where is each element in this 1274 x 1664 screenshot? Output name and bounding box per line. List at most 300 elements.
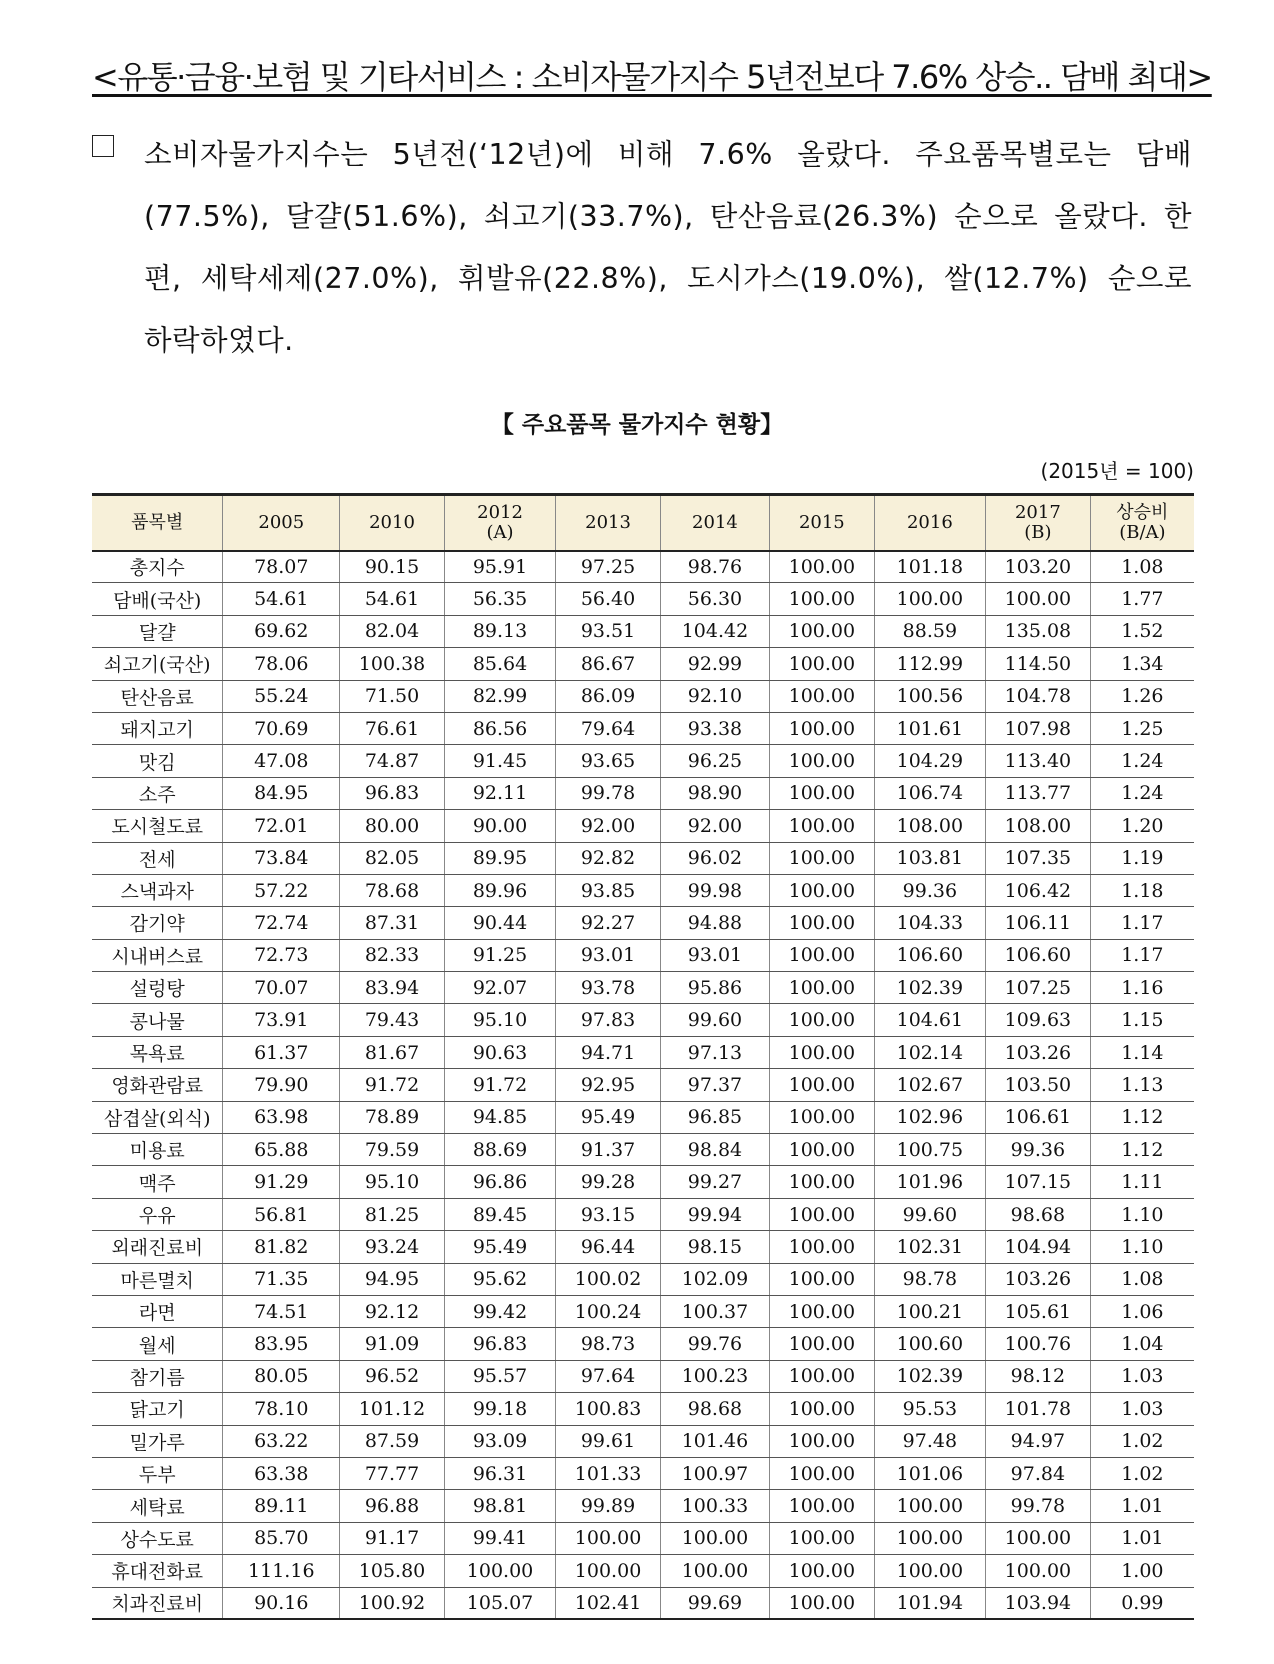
checkbox-bullet-icon: [92, 135, 114, 157]
table-row: [92, 907, 1194, 939]
index-value-cell: 92.95: [556, 1069, 661, 1101]
index-value-cell: 81.25: [340, 1198, 445, 1230]
index-value-cell: 82.05: [340, 842, 445, 874]
index-value-cell: 100.00: [770, 1198, 875, 1230]
index-value-cell: 96.52: [340, 1360, 445, 1392]
index-value-cell: 1.15: [1090, 1004, 1194, 1036]
index-value-cell: 96.25: [660, 745, 769, 777]
index-value-cell: 105.07: [444, 1587, 555, 1619]
index-value-cell: 94.88: [660, 907, 769, 939]
index-value-cell: 1.24: [1090, 777, 1194, 809]
index-value-cell: 1.12: [1090, 1134, 1194, 1166]
item-name-cell: 설렁탕: [92, 972, 223, 1004]
column-header: [556, 495, 661, 551]
index-value-cell: 101.33: [556, 1457, 661, 1489]
index-value-cell: 97.48: [874, 1425, 985, 1457]
index-value-cell: 99.28: [556, 1166, 661, 1198]
table-caption: 【 주요품목 물가지수 현황】: [490, 412, 784, 438]
index-value-cell: 103.50: [986, 1069, 1091, 1101]
index-value-cell: 98.15: [660, 1231, 769, 1263]
index-value-cell: 100.00: [874, 1555, 985, 1587]
index-value-cell: 79.64: [556, 712, 661, 744]
summary-text: 소비자물가지수는 5년전(‘12년)에 비해 7.6% 올랐다. 주요품목별로는 담배(77.5%), 달걀(51.6%), 쇠고기(33.7%), 탄산음료(26.3%) 순으로 올랐다. 한편, 세탁세제(27.0%), 휘발유(22.8%), 도시가스(19.0%), 쌀(12.7%) 순으로 하락하였다.: [144, 138, 1192, 357]
table-row: [92, 842, 1194, 874]
index-value-cell: 99.18: [444, 1393, 555, 1425]
index-value-cell: 104.61: [874, 1004, 985, 1036]
index-value-cell: 100.33: [660, 1490, 769, 1522]
index-value-cell: 72.74: [223, 907, 340, 939]
index-value-cell: 1.13: [1090, 1069, 1194, 1101]
index-value-cell: 78.07: [223, 551, 340, 583]
table-row: [92, 1069, 1194, 1101]
index-value-cell: 106.11: [986, 907, 1091, 939]
item-name-cell: 마른멸치: [92, 1263, 223, 1295]
index-value-cell: 135.08: [986, 615, 1091, 647]
index-value-cell: 1.25: [1090, 712, 1194, 744]
index-value-cell: 100.00: [770, 583, 875, 615]
table-row: [92, 777, 1194, 809]
index-value-cell: 101.78: [986, 1393, 1091, 1425]
index-value-cell: 100.23: [660, 1360, 769, 1392]
column-header-label: 2017: [1014, 501, 1061, 523]
index-value-cell: 104.29: [874, 745, 985, 777]
column-header-label: 품목별: [131, 511, 184, 533]
index-value-cell: 96.44: [556, 1231, 661, 1263]
index-value-cell: 1.77: [1090, 583, 1194, 615]
index-value-cell: 100.00: [556, 1555, 661, 1587]
index-value-cell: 99.61: [556, 1425, 661, 1457]
index-value-cell: 57.22: [223, 874, 340, 906]
column-header: [92, 495, 223, 551]
index-value-cell: 1.24: [1090, 745, 1194, 777]
index-value-cell: 104.78: [986, 680, 1091, 712]
index-value-cell: 100.60: [874, 1328, 985, 1360]
index-value-cell: 106.42: [986, 874, 1091, 906]
index-value-cell: 79.43: [340, 1004, 445, 1036]
index-value-cell: 92.82: [556, 842, 661, 874]
index-value-cell: 1.10: [1090, 1231, 1194, 1263]
table-row: [92, 874, 1194, 906]
index-value-cell: 78.06: [223, 648, 340, 680]
index-value-cell: 100.00: [770, 1069, 875, 1101]
table-row: [92, 1393, 1194, 1425]
index-value-cell: 65.88: [223, 1134, 340, 1166]
table-header-row: [92, 495, 1194, 551]
index-value-cell: 107.25: [986, 972, 1091, 1004]
index-value-cell: 100.00: [770, 1134, 875, 1166]
index-value-cell: 96.02: [660, 842, 769, 874]
index-value-cell: 101.61: [874, 712, 985, 744]
index-value-cell: 100.00: [770, 810, 875, 842]
index-value-cell: 55.24: [223, 680, 340, 712]
column-header-sublabel: (A): [486, 521, 514, 543]
item-name-cell: 탄산음료: [92, 680, 223, 712]
index-value-cell: 100.00: [444, 1555, 555, 1587]
index-value-cell: 99.60: [660, 1004, 769, 1036]
index-value-cell: 73.91: [223, 1004, 340, 1036]
summary-paragraph: [92, 124, 1192, 372]
index-value-cell: 85.64: [444, 648, 555, 680]
column-header-label: 2005: [258, 511, 305, 533]
index-value-cell: 102.67: [874, 1069, 985, 1101]
index-value-cell: 93.24: [340, 1231, 445, 1263]
index-value-cell: 78.10: [223, 1393, 340, 1425]
table-row: [92, 1555, 1194, 1587]
index-value-cell: 107.98: [986, 712, 1091, 744]
index-value-cell: 85.70: [223, 1522, 340, 1554]
index-value-cell: 91.09: [340, 1328, 445, 1360]
item-name-cell: 달걀: [92, 615, 223, 647]
index-value-cell: 74.87: [340, 745, 445, 777]
table-row: [92, 972, 1194, 1004]
column-header-label: 상승비: [1116, 501, 1169, 523]
index-value-cell: 100.00: [986, 1522, 1091, 1554]
table-row: [92, 1166, 1194, 1198]
index-value-cell: 102.09: [660, 1263, 769, 1295]
item-name-cell: 세탁료: [92, 1490, 223, 1522]
item-name-cell: 목욕료: [92, 1036, 223, 1068]
index-value-cell: 100.00: [770, 1360, 875, 1392]
index-value-cell: 98.76: [660, 551, 769, 583]
index-value-cell: 93.09: [444, 1425, 555, 1457]
index-value-cell: 54.61: [223, 583, 340, 615]
index-value-cell: 81.82: [223, 1231, 340, 1263]
item-name-cell: 담배(국산): [92, 583, 223, 615]
item-name-cell: 삼겹살(외식): [92, 1101, 223, 1133]
index-value-cell: 106.74: [874, 777, 985, 809]
index-value-cell: 86.67: [556, 648, 661, 680]
index-value-cell: 100.56: [874, 680, 985, 712]
table-row: [92, 1587, 1194, 1619]
index-value-cell: 77.77: [340, 1457, 445, 1489]
index-value-cell: 87.59: [340, 1425, 445, 1457]
index-value-cell: 100.00: [770, 1004, 875, 1036]
index-value-cell: 63.98: [223, 1101, 340, 1133]
index-value-cell: 1.06: [1090, 1295, 1194, 1327]
index-value-cell: 71.50: [340, 680, 445, 712]
price-index-table: [92, 493, 1194, 1620]
index-value-cell: 100.83: [556, 1393, 661, 1425]
column-header-label: 2014: [692, 511, 738, 533]
index-value-cell: 76.61: [340, 712, 445, 744]
index-value-cell: 100.00: [874, 1490, 985, 1522]
index-value-cell: 91.45: [444, 745, 555, 777]
index-value-cell: 88.59: [874, 615, 985, 647]
index-value-cell: 100.00: [660, 1555, 769, 1587]
index-value-cell: 1.10: [1090, 1198, 1194, 1230]
index-value-cell: 100.00: [770, 1166, 875, 1198]
item-name-cell: 맛김: [92, 745, 223, 777]
table-row: [92, 615, 1194, 647]
column-header: [660, 495, 769, 551]
index-value-cell: 1.16: [1090, 972, 1194, 1004]
item-name-cell: 전세: [92, 842, 223, 874]
index-value-cell: 81.67: [340, 1036, 445, 1068]
item-name-cell: 돼지고기: [92, 712, 223, 744]
index-value-cell: 103.81: [874, 842, 985, 874]
index-value-cell: 102.41: [556, 1587, 661, 1619]
index-value-cell: 1.03: [1090, 1360, 1194, 1392]
item-name-cell: 우유: [92, 1198, 223, 1230]
index-value-cell: 1.02: [1090, 1425, 1194, 1457]
index-value-cell: 91.37: [556, 1134, 661, 1166]
index-value-cell: 93.15: [556, 1198, 661, 1230]
index-value-cell: 92.10: [660, 680, 769, 712]
index-value-cell: 97.83: [556, 1004, 661, 1036]
item-name-cell: 밀가루: [92, 1425, 223, 1457]
index-value-cell: 95.49: [556, 1101, 661, 1133]
index-value-cell: 98.12: [986, 1360, 1091, 1392]
index-value-cell: 101.94: [874, 1587, 985, 1619]
index-value-cell: 100.37: [660, 1295, 769, 1327]
index-value-cell: 89.96: [444, 874, 555, 906]
index-value-cell: 88.69: [444, 1134, 555, 1166]
index-value-cell: 91.72: [444, 1069, 555, 1101]
index-value-cell: 93.51: [556, 615, 661, 647]
index-value-cell: 93.01: [660, 939, 769, 971]
index-value-cell: 97.64: [556, 1360, 661, 1392]
index-value-cell: 98.81: [444, 1490, 555, 1522]
index-value-cell: 100.00: [770, 907, 875, 939]
item-name-cell: 맥주: [92, 1166, 223, 1198]
index-value-cell: 80.00: [340, 810, 445, 842]
index-value-cell: 98.84: [660, 1134, 769, 1166]
index-value-cell: 95.91: [444, 551, 555, 583]
table-row: [92, 1490, 1194, 1522]
index-value-cell: 103.20: [986, 551, 1091, 583]
index-value-cell: 108.00: [874, 810, 985, 842]
index-value-cell: 100.00: [874, 1522, 985, 1554]
index-value-cell: 63.38: [223, 1457, 340, 1489]
item-name-cell: 휴대전화료: [92, 1555, 223, 1587]
index-value-cell: 89.13: [444, 615, 555, 647]
index-value-cell: 1.34: [1090, 648, 1194, 680]
index-value-cell: 96.83: [340, 777, 445, 809]
index-value-cell: 100.00: [770, 1231, 875, 1263]
index-value-cell: 1.11: [1090, 1166, 1194, 1198]
index-value-cell: 99.42: [444, 1295, 555, 1327]
index-value-cell: 93.65: [556, 745, 661, 777]
item-name-cell: 쇠고기(국산): [92, 648, 223, 680]
table-row: [92, 1134, 1194, 1166]
index-value-cell: 1.17: [1090, 939, 1194, 971]
index-value-cell: 1.01: [1090, 1490, 1194, 1522]
index-value-cell: 107.15: [986, 1166, 1091, 1198]
index-value-cell: 105.80: [340, 1555, 445, 1587]
index-value-cell: 91.25: [444, 939, 555, 971]
index-value-cell: 100.00: [874, 583, 985, 615]
index-value-cell: 100.97: [660, 1457, 769, 1489]
column-header-label: 2016: [906, 511, 953, 533]
column-header: [223, 495, 340, 551]
column-header-label: 2012: [477, 501, 523, 523]
index-value-cell: 100.00: [770, 1522, 875, 1554]
index-value-cell: 95.86: [660, 972, 769, 1004]
index-value-cell: 1.20: [1090, 810, 1194, 842]
index-value-cell: 1.00: [1090, 1555, 1194, 1587]
index-value-cell: 100.00: [770, 680, 875, 712]
index-value-cell: 79.90: [223, 1069, 340, 1101]
index-value-cell: 56.81: [223, 1198, 340, 1230]
index-value-cell: 100.00: [770, 615, 875, 647]
index-value-cell: 94.97: [986, 1425, 1091, 1457]
index-value-cell: 101.06: [874, 1457, 985, 1489]
column-header: [874, 495, 985, 551]
table-row: [92, 1457, 1194, 1489]
index-value-cell: 104.42: [660, 615, 769, 647]
index-value-cell: 1.03: [1090, 1393, 1194, 1425]
item-name-cell: 치과진료비: [92, 1587, 223, 1619]
item-name-cell: 콩나물: [92, 1004, 223, 1036]
index-value-cell: 100.00: [770, 648, 875, 680]
item-name-cell: 참기름: [92, 1360, 223, 1392]
index-value-cell: 113.40: [986, 745, 1091, 777]
index-value-cell: 95.10: [340, 1166, 445, 1198]
index-value-cell: 97.25: [556, 551, 661, 583]
index-value-cell: 99.60: [874, 1198, 985, 1230]
column-header-sublabel: (B/A): [1119, 521, 1166, 543]
column-header: [770, 495, 875, 551]
index-value-cell: 100.00: [660, 1522, 769, 1554]
index-value-cell: 83.95: [223, 1328, 340, 1360]
index-value-cell: 92.00: [660, 810, 769, 842]
index-value-cell: 91.29: [223, 1166, 340, 1198]
index-value-cell: 100.38: [340, 648, 445, 680]
item-name-cell: 스낵과자: [92, 874, 223, 906]
index-value-cell: 79.59: [340, 1134, 445, 1166]
index-value-cell: 99.36: [986, 1134, 1091, 1166]
index-value-cell: 70.07: [223, 972, 340, 1004]
index-value-cell: 93.38: [660, 712, 769, 744]
item-name-cell: 라면: [92, 1295, 223, 1327]
index-value-cell: 89.95: [444, 842, 555, 874]
index-value-cell: 102.39: [874, 1360, 985, 1392]
index-value-cell: 99.69: [660, 1587, 769, 1619]
column-header-label: 2013: [585, 511, 631, 533]
index-value-cell: 100.00: [770, 712, 875, 744]
index-value-cell: 1.14: [1090, 1036, 1194, 1068]
index-value-cell: 100.92: [340, 1587, 445, 1619]
index-value-cell: 87.31: [340, 907, 445, 939]
index-value-cell: 94.85: [444, 1101, 555, 1133]
index-value-cell: 72.73: [223, 939, 340, 971]
index-value-cell: 92.11: [444, 777, 555, 809]
index-value-cell: 101.18: [874, 551, 985, 583]
index-value-cell: 89.45: [444, 1198, 555, 1230]
index-value-cell: 97.84: [986, 1457, 1091, 1489]
index-value-cell: 96.85: [660, 1101, 769, 1133]
index-value-cell: 106.61: [986, 1101, 1091, 1133]
item-name-cell: 소주: [92, 777, 223, 809]
index-value-cell: 98.68: [986, 1198, 1091, 1230]
table-row: [92, 712, 1194, 744]
index-value-cell: 101.96: [874, 1166, 985, 1198]
index-value-cell: 56.30: [660, 583, 769, 615]
item-name-cell: 도시철도료: [92, 810, 223, 842]
index-value-cell: 1.17: [1090, 907, 1194, 939]
index-value-cell: 82.99: [444, 680, 555, 712]
table-row: [92, 648, 1194, 680]
index-value-cell: 94.71: [556, 1036, 661, 1068]
column-header-sublabel: (B): [1024, 521, 1052, 543]
index-value-cell: 99.76: [660, 1328, 769, 1360]
index-value-cell: 113.77: [986, 777, 1091, 809]
index-value-cell: 100.00: [770, 1457, 875, 1489]
index-value-cell: 56.40: [556, 583, 661, 615]
index-value-cell: 100.00: [770, 1036, 875, 1068]
index-value-cell: 1.18: [1090, 874, 1194, 906]
table-row: [92, 1328, 1194, 1360]
index-value-cell: 93.85: [556, 874, 661, 906]
column-header: [986, 495, 1091, 551]
index-value-cell: 100.00: [770, 972, 875, 1004]
index-value-cell: 90.00: [444, 810, 555, 842]
index-value-cell: 100.00: [770, 777, 875, 809]
index-value-cell: 100.00: [770, 1101, 875, 1133]
item-name-cell: 미용료: [92, 1134, 223, 1166]
index-value-cell: 100.00: [986, 1555, 1091, 1587]
index-value-cell: 71.35: [223, 1263, 340, 1295]
index-value-cell: 100.75: [874, 1134, 985, 1166]
index-value-cell: 91.72: [340, 1069, 445, 1101]
index-value-cell: 92.27: [556, 907, 661, 939]
index-value-cell: 99.98: [660, 874, 769, 906]
item-name-cell: 두부: [92, 1457, 223, 1489]
table-row: [92, 1425, 1194, 1457]
index-value-cell: 90.15: [340, 551, 445, 583]
unit-note: (2015년 = 100): [1040, 459, 1194, 483]
item-name-cell: 닭고기: [92, 1393, 223, 1425]
index-value-cell: 99.41: [444, 1522, 555, 1554]
table-row: [92, 1004, 1194, 1036]
table-row: [92, 583, 1194, 615]
index-value-cell: 1.04: [1090, 1328, 1194, 1360]
item-name-cell: 총지수: [92, 551, 223, 583]
table-row: [92, 1263, 1194, 1295]
index-value-cell: 100.00: [770, 1393, 875, 1425]
index-value-cell: 0.99: [1090, 1587, 1194, 1619]
index-value-cell: 95.62: [444, 1263, 555, 1295]
index-value-cell: 61.37: [223, 1036, 340, 1068]
index-value-cell: 99.78: [556, 777, 661, 809]
index-value-cell: 92.12: [340, 1295, 445, 1327]
index-value-cell: 95.53: [874, 1393, 985, 1425]
index-value-cell: 95.10: [444, 1004, 555, 1036]
index-value-cell: 1.08: [1090, 1263, 1194, 1295]
index-value-cell: 104.33: [874, 907, 985, 939]
item-name-cell: 영화관람료: [92, 1069, 223, 1101]
index-value-cell: 111.16: [223, 1555, 340, 1587]
index-value-cell: 96.88: [340, 1490, 445, 1522]
index-value-cell: 92.07: [444, 972, 555, 1004]
index-value-cell: 80.05: [223, 1360, 340, 1392]
column-header-label: 2015: [798, 511, 845, 533]
index-value-cell: 99.78: [986, 1490, 1091, 1522]
index-value-cell: 1.19: [1090, 842, 1194, 874]
index-value-cell: 99.94: [660, 1198, 769, 1230]
index-value-cell: 100.00: [770, 745, 875, 777]
item-name-cell: 월세: [92, 1328, 223, 1360]
index-value-cell: 105.61: [986, 1295, 1091, 1327]
index-value-cell: 99.27: [660, 1166, 769, 1198]
index-value-cell: 70.69: [223, 712, 340, 744]
index-value-cell: 84.95: [223, 777, 340, 809]
index-value-cell: 100.00: [770, 1328, 875, 1360]
index-value-cell: 73.84: [223, 842, 340, 874]
index-value-cell: 100.00: [770, 939, 875, 971]
index-value-cell: 100.00: [770, 842, 875, 874]
index-value-cell: 94.95: [340, 1263, 445, 1295]
